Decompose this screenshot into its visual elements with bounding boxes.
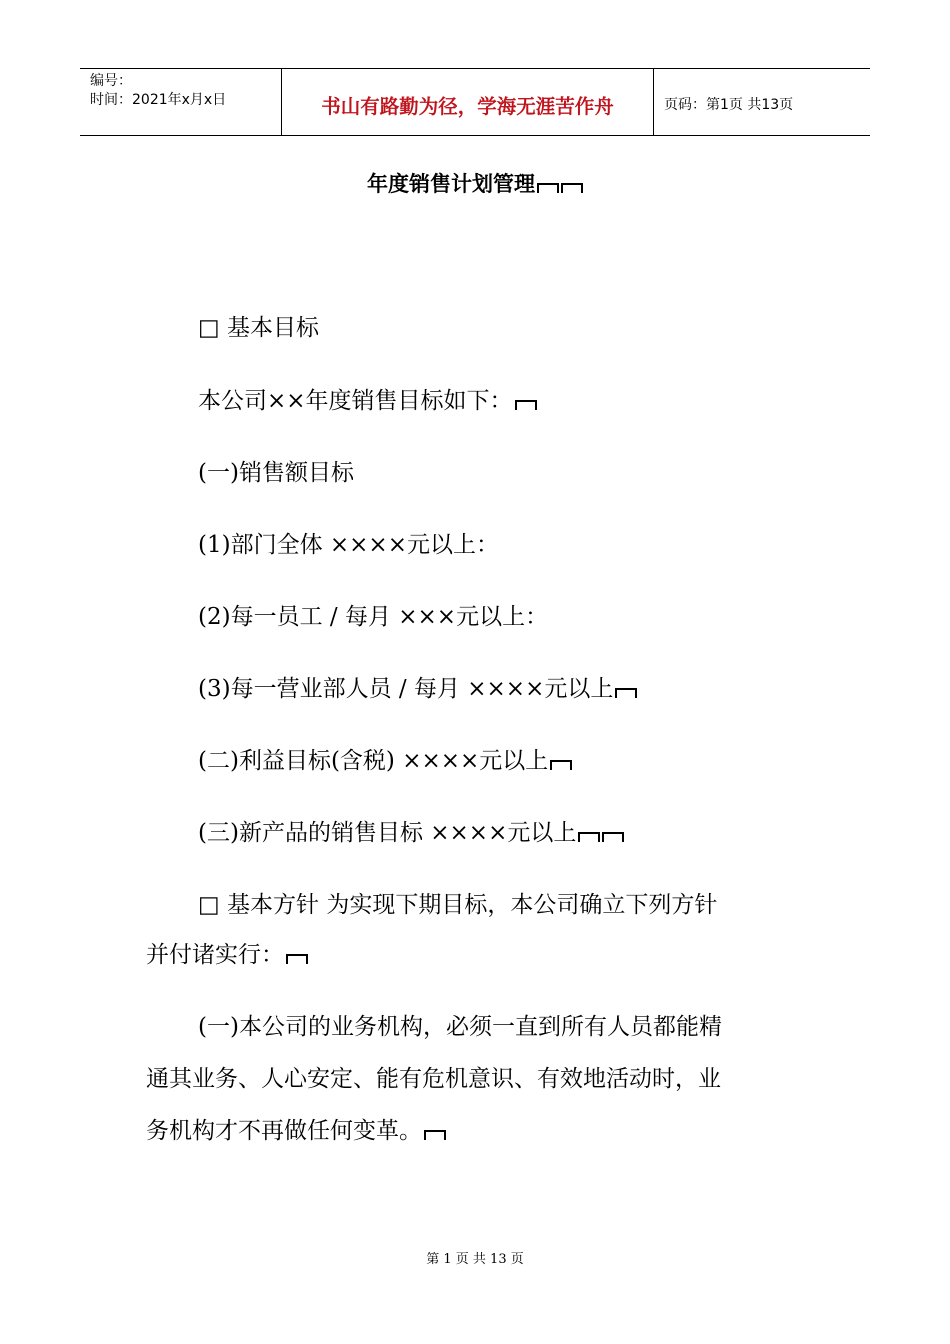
paragraph-mark-icon xyxy=(286,954,308,964)
body-line: 本公司××年度销售目标如下： xyxy=(198,390,537,413)
body-line: (二)利益目标(含税) ××××元以上 xyxy=(198,750,572,773)
date-label: 时间：2021年x月x日 xyxy=(90,92,227,108)
paragraph-mark-icon xyxy=(615,688,637,698)
header-meta xyxy=(80,69,281,135)
title-text: 年度销售计划管理 xyxy=(367,172,535,196)
body-line: 并付诸实行： xyxy=(146,944,308,967)
body-line: (一)销售额目标 xyxy=(198,460,354,486)
header-page-info: 页码：第1页 共13页 xyxy=(664,97,794,113)
paragraph-mark-icon xyxy=(537,183,559,193)
paragraph-mark-icon xyxy=(602,832,624,842)
body-line: (2)每一员工 / 每月 ×××元以上： xyxy=(198,604,549,630)
page-footer: 第 1 页 共 13 页 xyxy=(426,1252,524,1267)
code-label: 编号： xyxy=(90,73,132,89)
section-heading-goals: □ 基本目标 xyxy=(198,315,320,341)
paragraph-mark-icon xyxy=(550,760,572,770)
body-line: 通其业务、人心安定、能有危机意识、有效地活动时，业 xyxy=(146,1066,721,1092)
page-header xyxy=(80,68,870,136)
paragraph-mark-icon xyxy=(515,400,537,410)
paragraph-mark-icon xyxy=(578,832,600,842)
body-line: (1)部门全体 ××××元以上： xyxy=(198,532,499,558)
document-title xyxy=(0,168,950,198)
body-line: (一)本公司的业务机构，必须一直到所有人员都能精 xyxy=(198,1014,722,1040)
motto-text: 书山有路勤为径，学海无涯苦作舟 xyxy=(321,95,614,118)
header-motto-cell xyxy=(281,69,654,135)
paragraph-mark-icon xyxy=(561,183,583,193)
section-heading-policy: □ 基本方针 为实现下期目标，本公司确立下列方针 xyxy=(198,892,718,918)
body-line: 务机构才不再做任何变革。 xyxy=(146,1120,446,1143)
body-line: (三)新产品的销售目标 ××××元以上 xyxy=(198,822,624,845)
paragraph-mark-icon xyxy=(424,1130,446,1140)
body-line: (3)每一营业部人员 / 每月 ××××元以上 xyxy=(198,678,637,701)
